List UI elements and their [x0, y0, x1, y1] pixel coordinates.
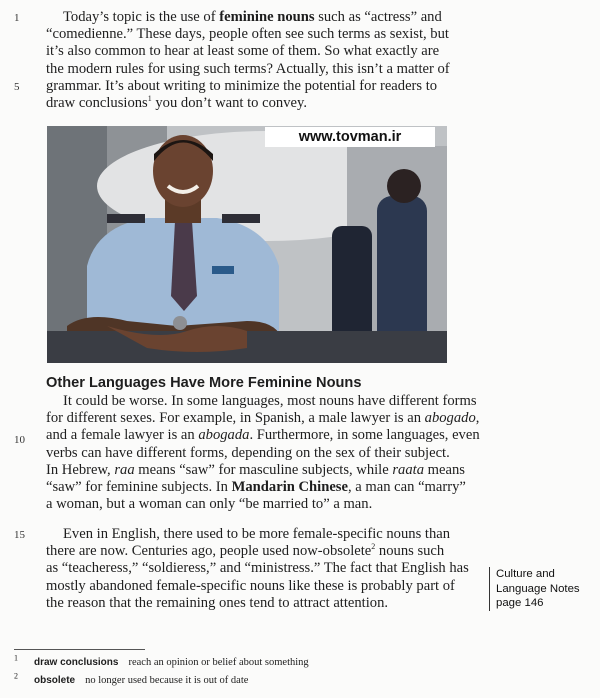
key-term: Mandarin Chinese — [231, 478, 348, 495]
footnote-ref: 1 — [147, 94, 152, 104]
section2-paragraph: It could be worse. In some languages, most nouns have different forms for different sexes. For example, in Spanish, a male lawyer is an abogado, and a female lawyer is an abogada. Furthermore, in some languages, even verbs can have different forms, depending on the sex of their subject. In Hebrew, raa means “saw” for masculine subjects, while raata means “saw” for feminine subjects. In Mandarin Chinese, a man can “marry” a woman, but a woman can only “be married to” a man. — [46, 393, 480, 513]
example-word: raa — [114, 461, 135, 478]
example-word: raata — [392, 461, 424, 478]
example-word: abogado — [424, 410, 476, 427]
footnote-divider — [14, 649, 145, 650]
example-word: abogada — [198, 427, 250, 444]
culture-notes-reference: Culture and Language Notes page 146 — [489, 567, 600, 611]
watermark: www.tovman.ir — [265, 127, 435, 147]
line-number: 5 — [14, 81, 20, 93]
intro-paragraph: Today’s topic is the use of feminine nouns such as “actress” and “comedienne.” These days, people often see such terms as sexist, but it’s also common to hear at least some of them. So what exactly are the modern rules for using such terms? Actually, this isn’t a matter of grammar. It’s about writing to minimize the potential for readers to draw conclusions$^1$ you don’t want to convey. — [46, 9, 450, 111]
flight-attendant-photo — [47, 126, 447, 363]
line-number: 1 — [14, 12, 20, 24]
section-heading: Other Languages Have More Feminine Nouns — [46, 375, 362, 391]
footnote: $^1$ draw conclusions reach an opinion or belief about something — [14, 653, 309, 668]
key-term: feminine nouns — [219, 9, 315, 25]
section3-paragraph: Even in English, there used to be more female-specific nouns than there are now. Centuries ago, people used now-obsolete$^2$ nouns such as “teacheress,” “soldieress,” and “ministress.” The fact that English has mostly abandoned female-specific nouns like these is probably part of the reason that the remaining ones tend to attract attention. — [46, 526, 469, 611]
line-number: 10 — [14, 434, 25, 446]
footnote: $^2$ obsolete no longer used because it is out of date — [14, 671, 249, 686]
line-number: 15 — [14, 529, 25, 541]
footnote-ref: 2 — [371, 542, 376, 552]
